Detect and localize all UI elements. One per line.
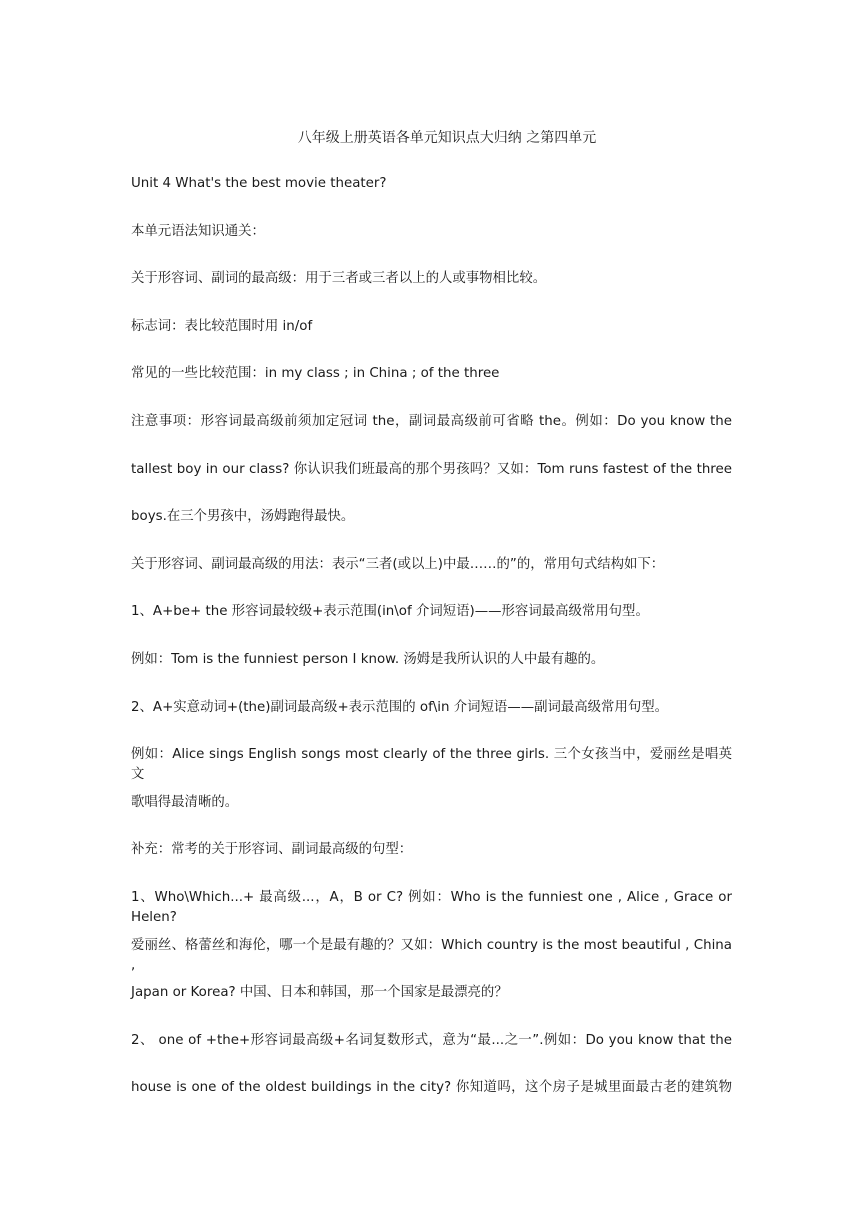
- document-title: 八年级上册英语各单元知识点大归纳 之第四单元: [297, 130, 597, 146]
- document-body: [131, 174, 732, 1098]
- paragraph-line: 例如：Tom is the funniest person I know. 汤姆是我所认识的人中最有趣的。: [131, 651, 605, 667]
- section-heading: 本单元语法知识通关：: [131, 223, 265, 239]
- paragraph-line: 关于形容词、副词最高级的用法：表示“三者(或以上)中最……的”的，常用句式结构如下：: [131, 556, 665, 572]
- paragraph-line: 关于形容词、副词的最高级：用于三者或三者以上的人或事物相比较。: [131, 271, 547, 287]
- paragraph-line: 爱丽丝、格蕾丝和海伦，哪一个是最有趣的？又如：Which country is the most beautiful , China ,: [131, 937, 732, 973]
- paragraph-line: 歌唱得最清晰的。: [131, 794, 239, 810]
- paragraph-line: 例如：Alice sings English songs most clearly of the three girls. 三个女孩当中，爱丽丝是唱英文: [131, 747, 732, 783]
- paragraph-line: 2、A+实意动词+(the)副词最高级+表示范围的 of\in 介词短语——副词最高级常用句型。: [131, 699, 669, 715]
- paragraph-line: 补充：常考的关于形容词、副词最高级的句型：: [131, 842, 413, 858]
- paragraph-line: 1、A+be+ the 形容词最较级+表示范围(in\of 介词短语)——形容词最高级常用句型。: [131, 604, 649, 620]
- paragraph-line: tallest boy in our class? 你认识我们班最高的那个男孩吗？又如：Tom runs fastest of the three: [131, 461, 732, 477]
- paragraph-line: boys.在三个男孩中，汤姆跑得最快。: [131, 509, 355, 525]
- paragraph-line: 注意事项：形容词最高级前须加定冠词 the，副词最高级前可省略 the。例如：Do you know the: [131, 413, 732, 429]
- paragraph-line: 标志词：表比较范围时用 in/of: [131, 318, 313, 334]
- paragraph-line: house is one of the oldest buildings in the city? 你知道吗，这个房子是城里面最古老的建筑物: [131, 1080, 732, 1096]
- paragraph-line: 1、Who\Which...+ 最高级...，A，B or C? 例如：Who is the funniest one , Alice , Grace or Helen?: [131, 889, 732, 925]
- unit-heading: Unit 4 What's the best movie theater?: [131, 176, 387, 191]
- paragraph-line: 2、 one of +the+形容词最高级+名词复数形式，意为“最...之一”.例如：Do you know that the: [131, 1032, 732, 1048]
- paragraph-line: 常见的一些比较范围：in my class ; in China ; of the three: [131, 366, 500, 382]
- paragraph-line: Japan or Korea? 中国、日本和韩国，那一个国家是最漂亮的？: [131, 985, 508, 1001]
